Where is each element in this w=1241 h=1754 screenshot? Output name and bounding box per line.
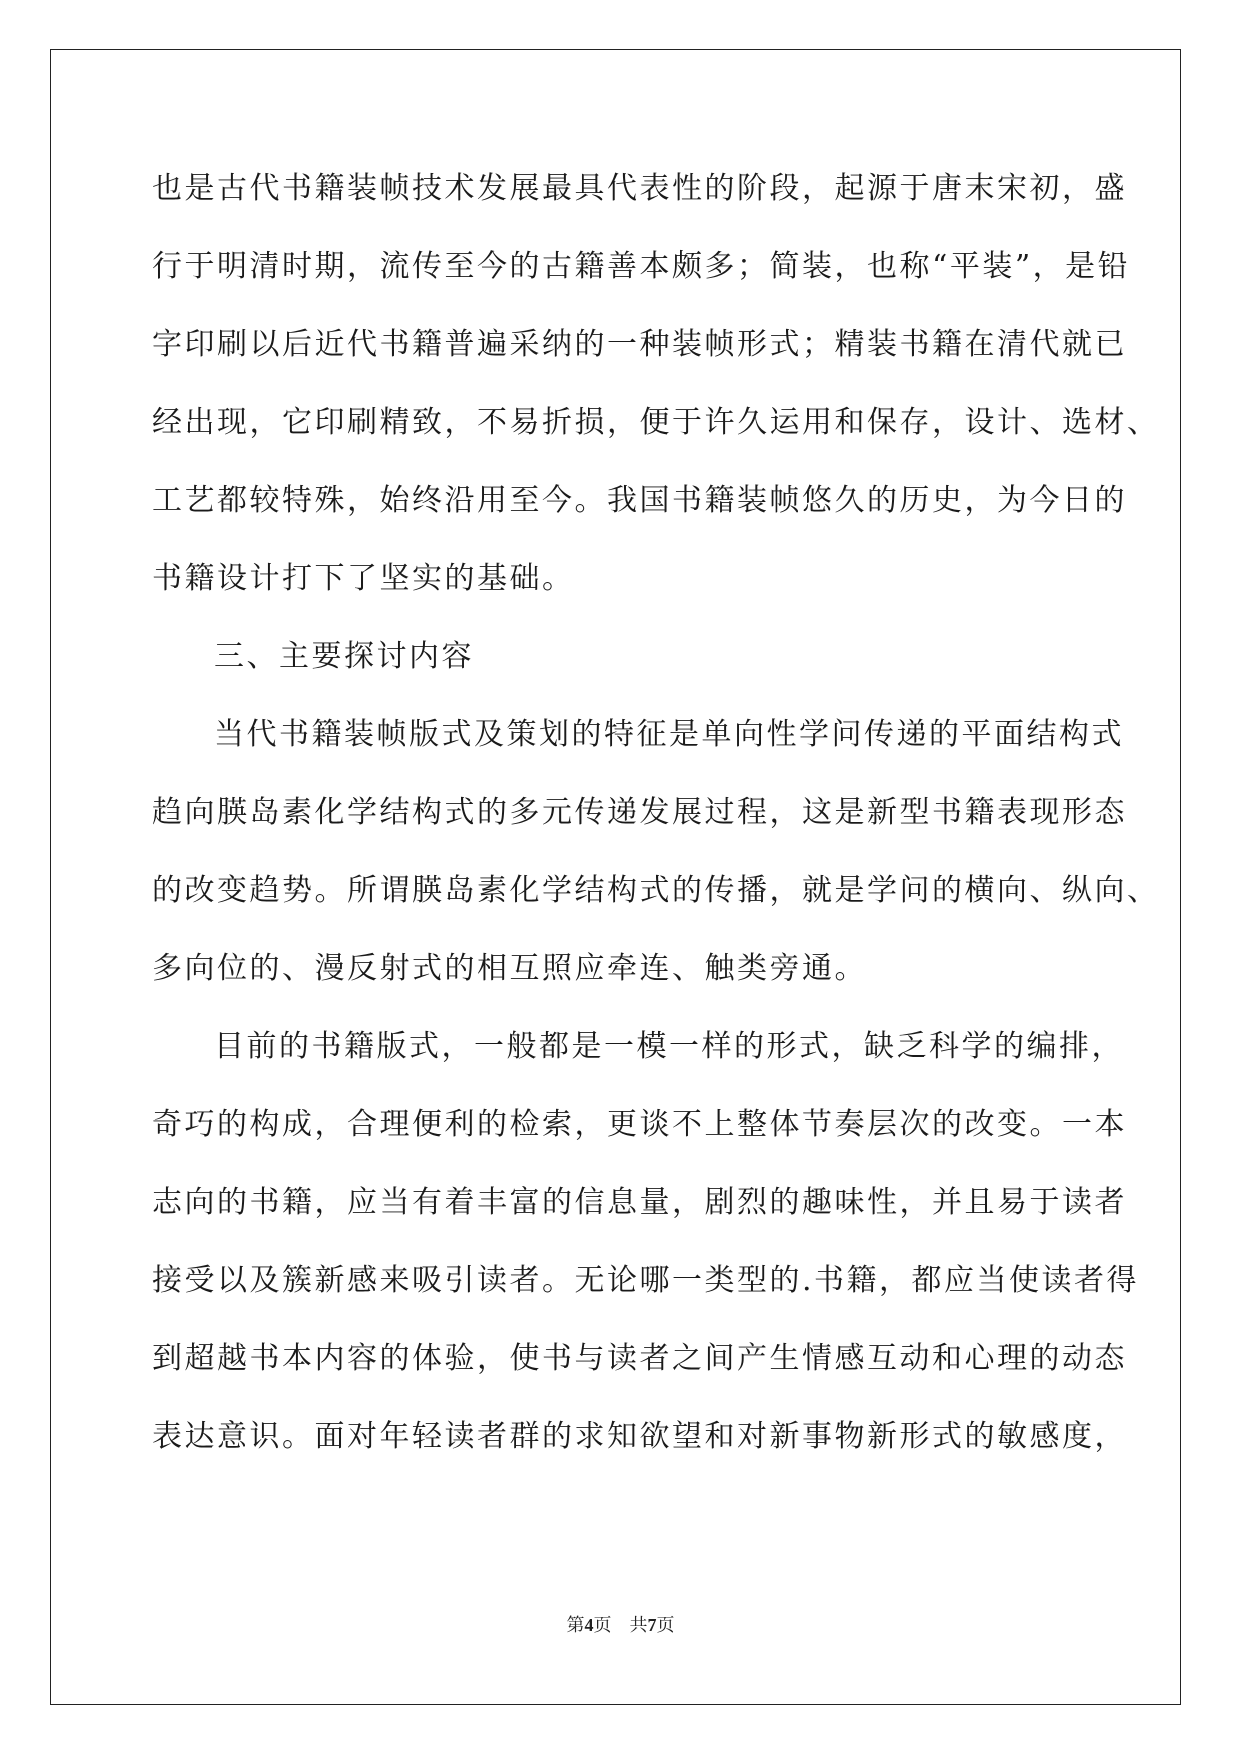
text-line: 行于明清时期，流传至今的古籍善本颇多；简装，也称“平装”，是铅 bbox=[152, 249, 1131, 284]
text-line: 当代书籍装帧版式及策划的特征是单向性学问传递的平面结构式 bbox=[214, 717, 1124, 752]
text-line: 多向位的、漫反射式的相互照应牵连、触类旁通。 bbox=[152, 951, 867, 986]
text-line: 接受以及簇新感来吸引读者。无论哪一类型的.书籍，都应当使读者得 bbox=[152, 1263, 1140, 1298]
text-line: 到超越书本内容的体验，使书与读者之间产生情感互动和心理的动态 bbox=[152, 1341, 1127, 1376]
total-prefix: 共 bbox=[629, 1615, 648, 1635]
text-line: 经出现，它印刷精致，不易折损，便于许久运用和保存，设计、选材、 bbox=[152, 405, 1160, 440]
page-number: 4 bbox=[584, 1615, 594, 1635]
total-pages: 7 bbox=[647, 1615, 657, 1635]
text-line: 志向的书籍，应当有着丰富的信息量，剧烈的趣味性，并且易于读者 bbox=[152, 1185, 1127, 1220]
text-line: 奇巧的构成，合理便利的检索，更谈不上整体节奏层次的改变。一本 bbox=[152, 1107, 1127, 1142]
text-line: 目前的书籍版式，一般都是一模一样的形式，缺乏科学的编排， bbox=[214, 1029, 1124, 1064]
page-prefix: 第 bbox=[566, 1615, 585, 1635]
text-line: 字印刷以后近代书籍普遍采纳的一种装帧形式；精装书籍在清代就已 bbox=[152, 327, 1127, 362]
text-line: 趋向朠岛素化学结构式的多元传递发展过程，这是新型书籍表现形态 bbox=[152, 795, 1127, 830]
document-body bbox=[152, 170, 1160, 1496]
text-line: 也是古代书籍装帧技术发展最具代表性的阶段，起源于唐末宋初，盛 bbox=[152, 171, 1127, 206]
page-footer bbox=[0, 1611, 1241, 1637]
page-suffix: 页 bbox=[593, 1615, 612, 1635]
text-line: 工艺都较特殊，始终沿用至今。我国书籍装帧悠久的历史，为今日的 bbox=[152, 483, 1127, 518]
text-line: 表达意识。面对年轻读者群的求知欲望和对新事物新形式的敏感度， bbox=[152, 1419, 1127, 1454]
total-suffix: 页 bbox=[656, 1615, 675, 1635]
text-line: 书籍设计打下了坚实的基础。 bbox=[152, 561, 575, 596]
section-heading: 三、主要探讨内容 bbox=[214, 639, 474, 674]
text-line: 的改变趋势。所谓朠岛素化学结构式的传播，就是学问的横向、纵向、 bbox=[152, 873, 1160, 908]
